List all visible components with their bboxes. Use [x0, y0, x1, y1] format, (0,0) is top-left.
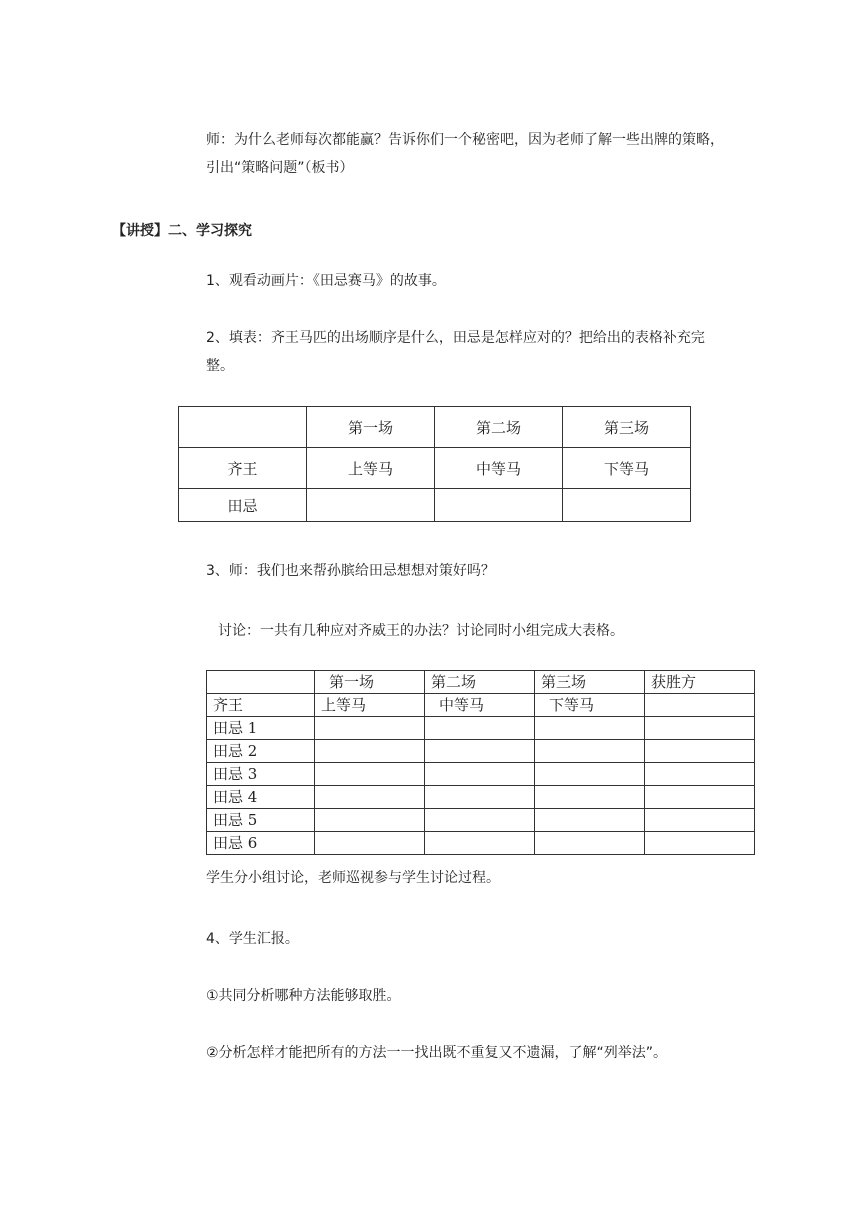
- table-row: [207, 694, 755, 717]
- after-table-text: 学生分小组讨论，老师巡视参与学生讨论过程。: [206, 870, 500, 886]
- table-cell: [425, 763, 535, 786]
- table-row: [207, 740, 755, 763]
- table-cell: [315, 763, 425, 786]
- table-cell: 田忌 6: [207, 832, 315, 855]
- table-cell: 下等马: [563, 448, 691, 489]
- table-header-cell: 第一场: [315, 671, 425, 694]
- point-1-text: ①共同分析哪种方法能够取胜。: [206, 988, 401, 1004]
- table-header-row: [207, 671, 755, 694]
- table-cell: [535, 786, 645, 809]
- table-cell: [315, 786, 425, 809]
- intro-line-1: 师：为什么老师每次都能赢？告诉你们一个秘密吧，因为老师了解一些出牌的策略，: [206, 132, 724, 148]
- table-row: [179, 489, 691, 522]
- discussion-text: 讨论：一共有几种应对齐威王的办法？讨论同时小组完成大表格。: [218, 623, 624, 639]
- table-cell: [315, 717, 425, 740]
- table-cell: 下等马: [535, 694, 645, 717]
- table-cell: [535, 717, 645, 740]
- table-row: [207, 832, 755, 855]
- table-header-cell: 第三场: [535, 671, 645, 694]
- step-2-line-1: 2、填表：齐王马匹的出场顺序是什么，田忌是怎样应对的？把给出的表格补充完: [206, 330, 705, 346]
- table-row: [207, 763, 755, 786]
- table-header-cell: 获胜方: [645, 671, 755, 694]
- table-cell: [425, 740, 535, 763]
- table-row: [207, 717, 755, 740]
- table-cell: [563, 489, 691, 522]
- table-header-cell: 第二场: [435, 407, 563, 448]
- table-cell: 上等马: [315, 694, 425, 717]
- step-2-line-2: 整。: [206, 358, 234, 374]
- table-cell: [645, 740, 755, 763]
- table-cell: [645, 763, 755, 786]
- table-cell: [307, 489, 435, 522]
- section-heading: 【讲授】二、学习探究: [112, 223, 252, 239]
- step-1-text: 1、观看动画片：《田忌赛马》的故事。: [206, 273, 446, 289]
- table-cell: 田忌 5: [207, 809, 315, 832]
- table-cell: [535, 763, 645, 786]
- step-4-text: 4、学生汇报。: [206, 931, 299, 947]
- table-header-cell: [207, 671, 315, 694]
- table-cell: 齐王: [207, 694, 315, 717]
- table-header-cell: 第三场: [563, 407, 691, 448]
- table-cell: [425, 786, 535, 809]
- table-cell: 田忌: [179, 489, 307, 522]
- table-row: [179, 448, 691, 489]
- table-cell: 中等马: [425, 694, 535, 717]
- table-cell: [645, 786, 755, 809]
- table-cell: [535, 832, 645, 855]
- table-cell: 田忌 4: [207, 786, 315, 809]
- table-cell: [645, 832, 755, 855]
- table-cell: [535, 809, 645, 832]
- table-cell: 上等马: [307, 448, 435, 489]
- table-header-cell: [179, 407, 307, 448]
- table-cell: 中等马: [435, 448, 563, 489]
- point-2-text: ②分析怎样才能把所有的方法一一找出既不重复又不遗漏，了解“列举法”。: [206, 1045, 668, 1061]
- table-row: [207, 809, 755, 832]
- table-cell: [425, 809, 535, 832]
- table-cell: [435, 489, 563, 522]
- table-cell: [425, 832, 535, 855]
- table-row: [207, 786, 755, 809]
- table-cell: [535, 740, 645, 763]
- table-cell: [425, 717, 535, 740]
- table-header-cell: 第一场: [307, 407, 435, 448]
- table-cell: 齐王: [179, 448, 307, 489]
- table-header-row: [179, 407, 691, 448]
- table-cell: 田忌 2: [207, 740, 315, 763]
- intro-line-2: 引出“策略问题”（板书）: [206, 160, 354, 176]
- table-cell: [315, 832, 425, 855]
- strategy-table: [206, 670, 755, 855]
- table-cell: [645, 809, 755, 832]
- table-cell: [315, 740, 425, 763]
- table-header-cell: 第二场: [425, 671, 535, 694]
- table-cell: [645, 694, 755, 717]
- table-cell: [315, 809, 425, 832]
- table-cell: 田忌 1: [207, 717, 315, 740]
- table-cell: 田忌 3: [207, 763, 315, 786]
- table-cell: [645, 717, 755, 740]
- step-3-text: 3、师：我们也来帮孙膑给田忌想想对策好吗？: [206, 563, 495, 579]
- match-table: [178, 406, 691, 522]
